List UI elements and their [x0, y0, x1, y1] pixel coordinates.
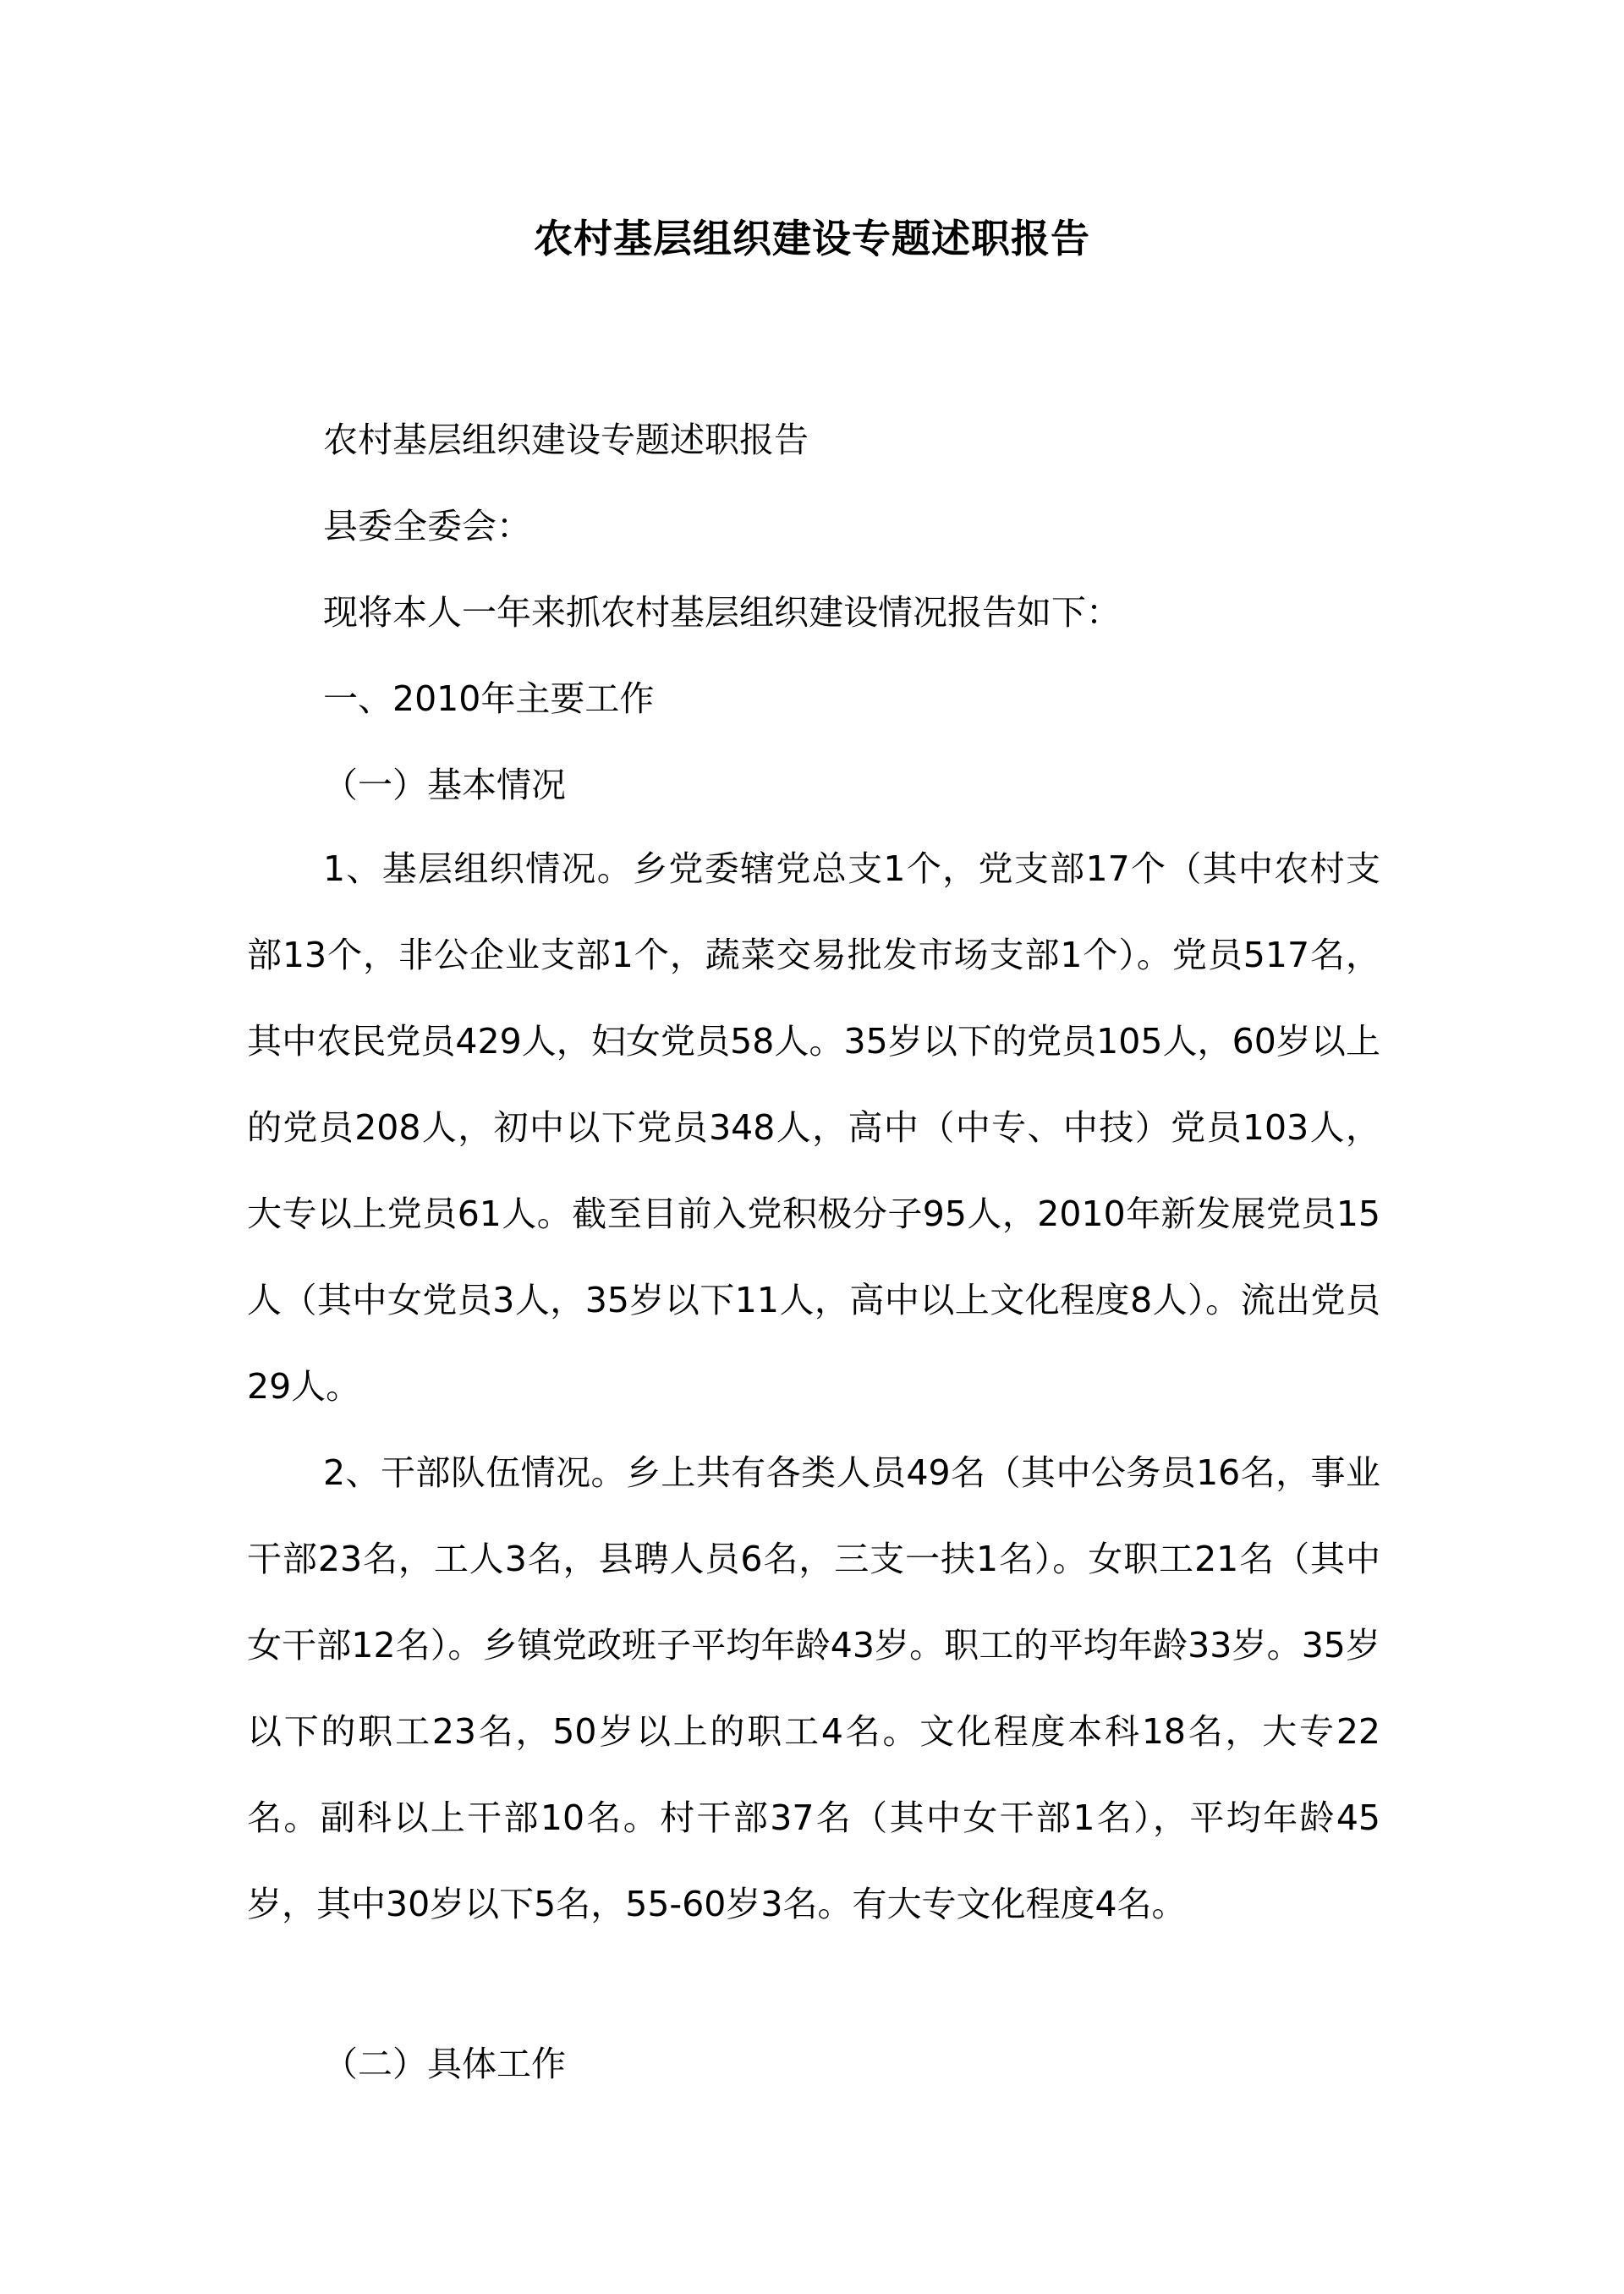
salutation: 县委全委会：	[323, 506, 531, 546]
document-subtitle: 农村基层组织建设专题述职报告	[323, 420, 809, 460]
paragraph-party-organization: 1、基层组织情况。乡党委辖党总支1个，党支部17个（其中农村支部13个，非公企业支部1个，蔬菜交易批发市场支部1个）。党员517名，其中农民党员429人，妇女党员58人。35岁以下的党员105人，60岁以上的党员208人，初中以下党员348人，高中（中专、中技）党员103人，大专以上党员61人。截至目前入党积极分子95人，2010年新发展党员15人（其中女党员3人，35岁以下11人，高中以上文化程度8人）。流出党员29人。	[247, 848, 1380, 1407]
intro-paragraph: 现将本人一年来抓农村基层组织建设情况报告如下：	[323, 592, 1121, 633]
subsection-heading-basic-situation: （一）基本情况	[323, 765, 566, 805]
document-title: 农村基层组织建设专题述职报告	[534, 216, 1090, 261]
paragraph-cadre-team: 2、干部队伍情况。乡上共有各类人员49名（其中公务员16名，事业干部23名，工人3名，县聘人员6名，三支一扶1名）。女职工21名（其中女干部12名）。乡镇党政班子平均年龄43岁。职工的平均年龄33岁。35岁以下的职工23名，50岁以上的职工4名。文化程度本科18名，大专22名。副科以上干部10名。村干部37名（其中女干部1名），平均年龄45岁，其中30岁以下5名，55-60岁3名。有大专文化程度4名。	[247, 1452, 1380, 1924]
section-heading-main-work: 一、2010年主要工作	[323, 678, 655, 719]
subsection-heading-specific-work: （二）具体工作	[323, 2044, 566, 2084]
